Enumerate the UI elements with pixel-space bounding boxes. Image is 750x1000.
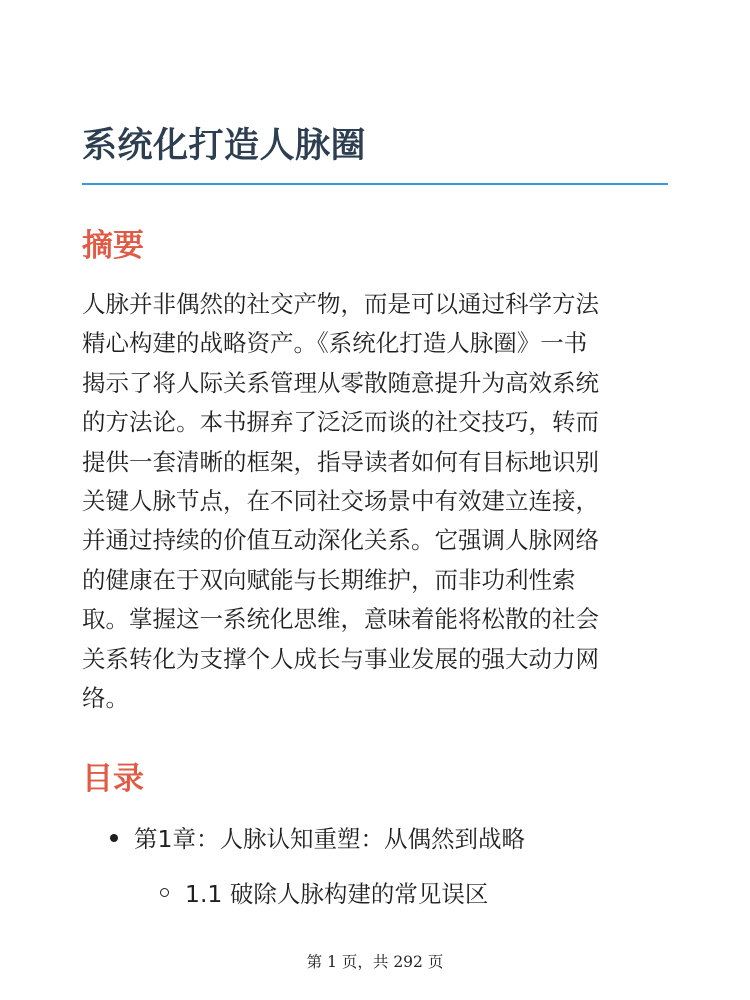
toc-item-label: 第1章：人脉认知重塑：从偶然到战略 [134,825,525,853]
abstract-line: 取。掌握这一系统化思维，意味着能将松散的社会 [82,605,599,634]
toc-item-chapter-1[interactable] [110,820,525,854]
abstract-line: 关键人脉节点，在不同社交场景中有效建立连接， [82,487,599,516]
abstract-line: 络。 [82,684,129,713]
bullet-disc-icon [110,834,118,842]
title-divider [82,183,668,185]
abstract-line: 关系转化为支撑个人成长与事业发展的强大动力网 [82,644,599,673]
abstract-heading: 摘要 [82,228,144,264]
toc-item-label: 1.1 破除人脉构建的常见误区 [185,880,489,908]
document-title: 系统化打造人脉圈 [82,126,367,166]
abstract-line: 的方法论。本书摒弃了泛泛而谈的社交技巧，转而 [82,408,599,437]
page-number-footer: 第 1 页，共 292 页 [306,953,444,971]
abstract-line: 揭示了将人际关系管理从零散随意提升为高效系统 [82,368,599,397]
abstract-line: 提供一套清晰的框架，指导读者如何有目标地识别 [82,447,599,476]
toc-item-section-1-1[interactable] [160,875,488,909]
abstract-paragraph [82,285,672,718]
abstract-line: 的健康在于双向赋能与长期维护，而非功利性索 [82,565,576,594]
abstract-line: 精心构建的战略资产。《系统化打造人脉圈》一书 [82,329,588,358]
bullet-circle-icon [160,888,169,897]
abstract-line: 并通过持续的价值互动深化关系。它强调人脉网络 [82,526,599,555]
abstract-line: 人脉并非偶然的社交产物，而是可以通过科学方法 [82,290,599,318]
toc-heading: 目录 [82,761,144,797]
